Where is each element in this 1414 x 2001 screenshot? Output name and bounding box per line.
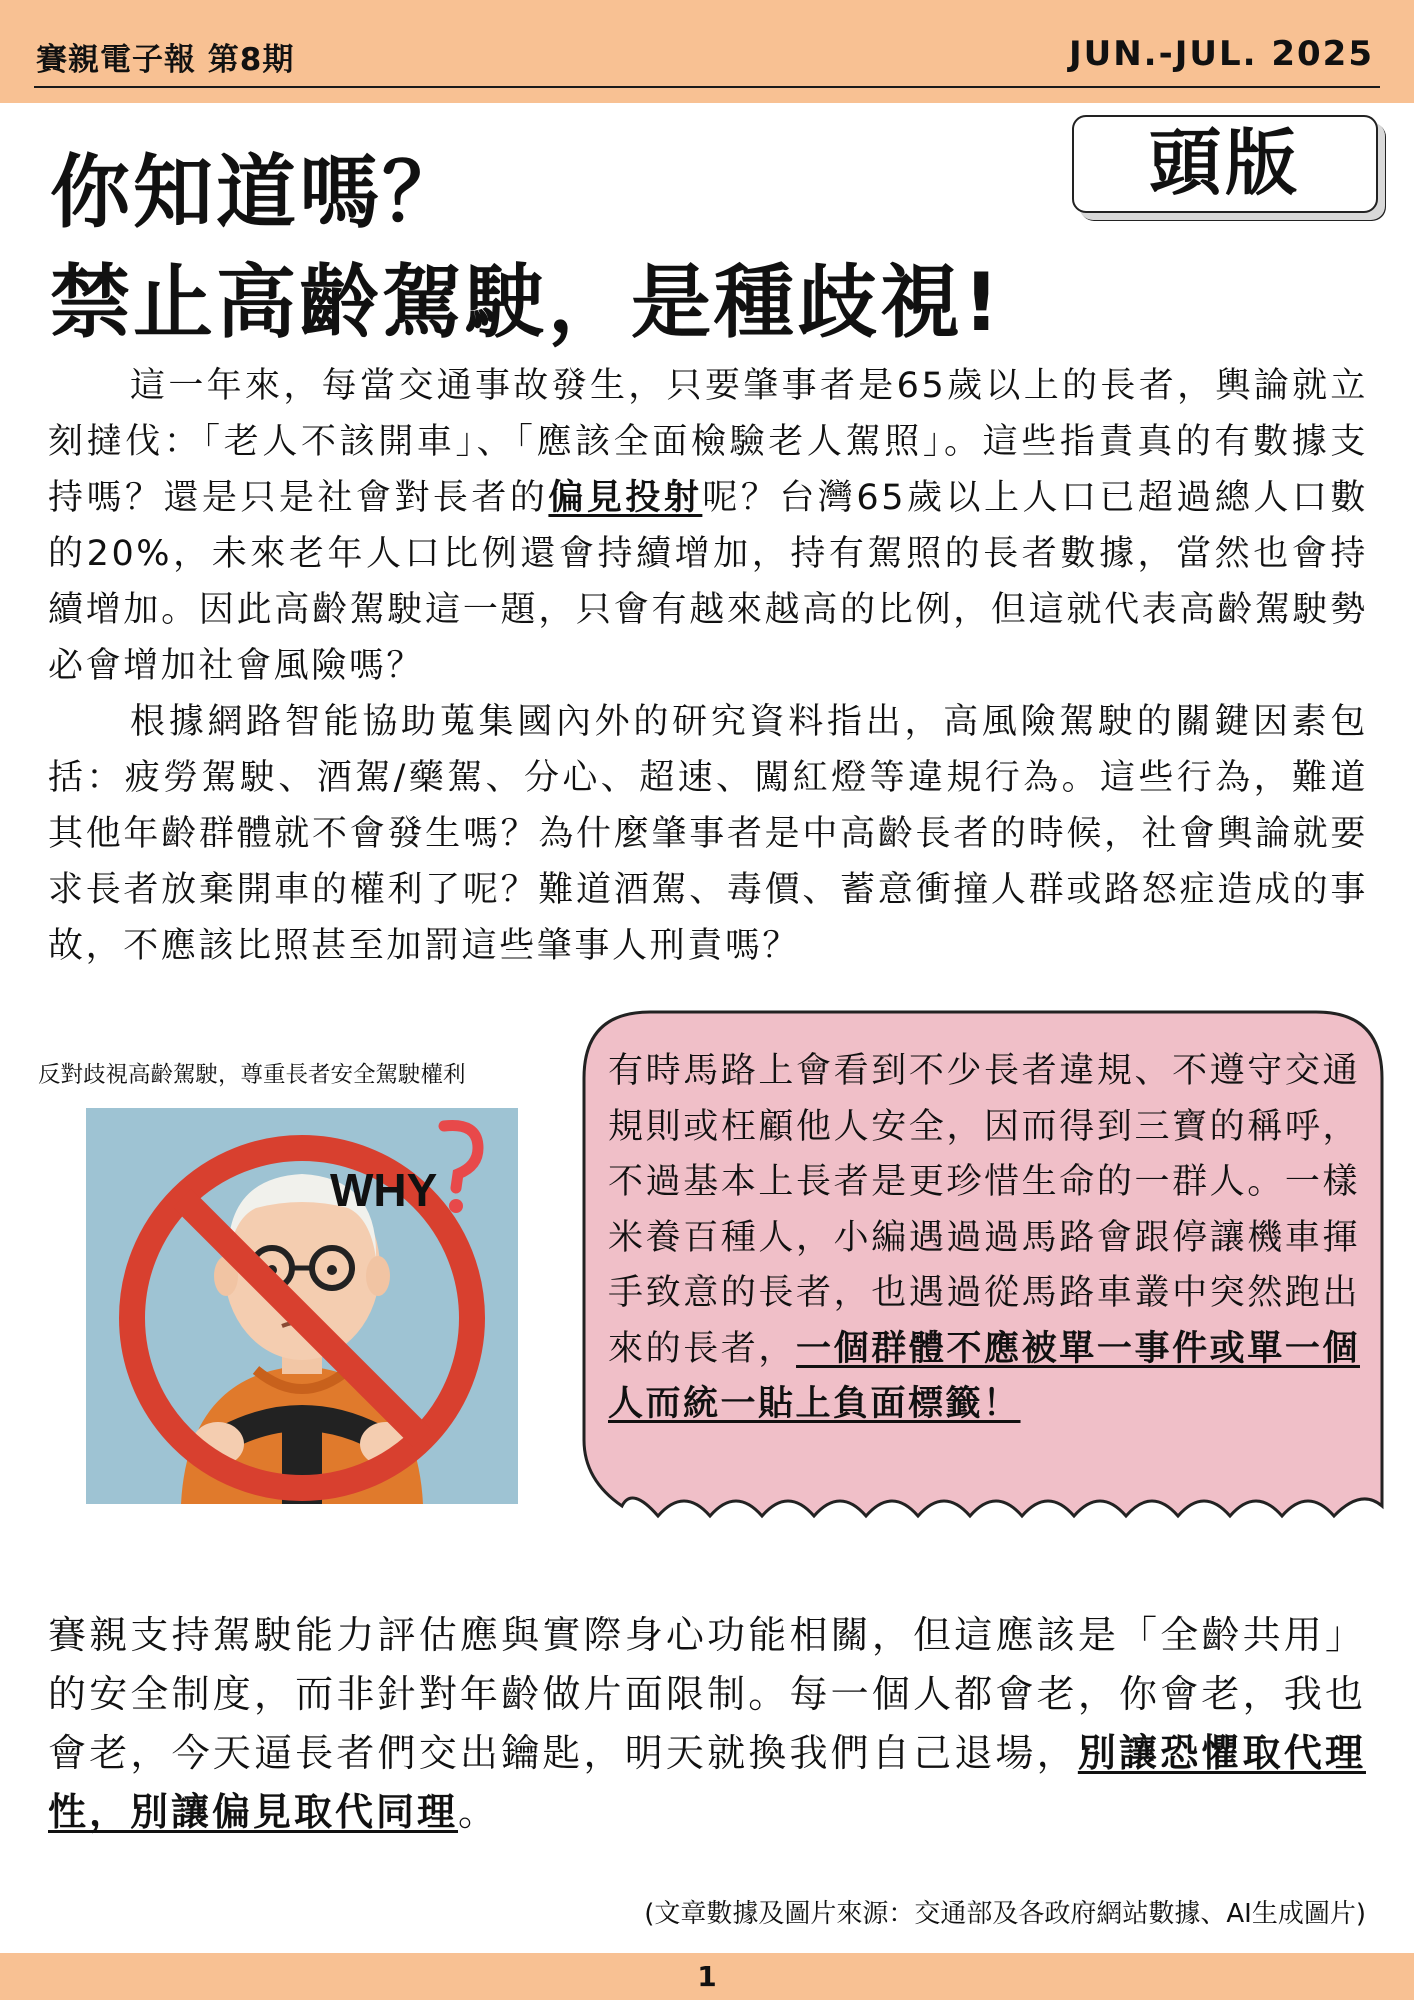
header-divider — [34, 86, 1380, 88]
newsletter-title: 賽親電子報 第8期 — [36, 42, 295, 78]
why-text: WHY — [330, 1164, 438, 1216]
closing-body: 賽親支持駕駛能力評估應與實際身心功能相關，但這應該是「全齡共用」的安全制度，而非針對年齡做片面限制。每一個人都會老，你會老，我也會老，今天逼長者們交出鑰匙，明天就換我們自己退場， — [48, 1613, 1366, 1775]
page-number: 1 — [697, 1960, 717, 1993]
callout-text — [608, 1044, 1360, 1433]
headline-line-1: 你知道嗎？ — [50, 146, 465, 239]
issue-date: JUN.-JUL. 2025 — [1068, 34, 1374, 74]
lead-paragraph-1 — [48, 358, 1368, 694]
section-badge: 頭版 — [1072, 115, 1378, 213]
lead-text: 呢？台灣65歲以上人口已超過總人口數的20%，未來老年人口比例還會持續增加，持有駕照的長者數據，當然也會持續增加。因此高齡駕駛這一題，只會有越來越高的比例，但這就代表高齡駕駛勢必會增加社會風險嗎？ — [48, 478, 1368, 686]
lead-paragraph-2: 根據網路智能協助蒐集國內外的研究資料指出，高風險駕駛的關鍵因素包括：疲勞駕駛、酒駕/藥駕、分心、超速、闖紅燈等違規行為。這些行為，難道其他年齡群體就不會發生嗎？為什麼肇事者是中高齡長者的時候，社會輿論就要求長者放棄開車的權利了呢？難道酒駕、毒價、蓄意衝撞人群或路怒症造成的事故，不應該比照甚至加罰這些肇事人刑責嗎？ — [48, 702, 1368, 966]
source-note: (文章數據及圖片來源：交通部及各政府網站數據、AI生成圖片) — [644, 1899, 1366, 1929]
closing-emphasis: 別讓恐懼取代理性，別讓偏見取代同理 — [48, 1731, 1366, 1834]
closing-paragraph — [48, 1606, 1366, 1842]
callout-emphasis: 一個群體不應被單一事件或單一個人而統一貼上負面標籤！ — [608, 1328, 1360, 1424]
figure-caption: 反對歧視高齡駕駛，尊重長者安全駕駛權利 — [38, 1062, 466, 1088]
headline — [50, 138, 1050, 358]
footer-bar — [0, 1953, 1414, 2000]
lead-text: 這一年來，每當交通事故發生，只要肇事者是65歲以上的長者，輿論就立刻撻伐：「老人不該開車」、「應該全面檢驗老人駕照」。這些指責真的有數據支持嗎？還是只是社會對長者的 — [48, 366, 1368, 518]
lead-article — [48, 358, 1368, 974]
closing-end: 。 — [458, 1790, 500, 1834]
header-bar — [0, 0, 1414, 103]
lead-emphasis: 偏見投射 — [548, 478, 703, 518]
illustration-graphic — [86, 1108, 518, 1504]
no-elderly-driving-illustration — [86, 1108, 518, 1504]
callout-body: 有時馬路上會看到不少長者違規、不遵守交通規則或枉顧他人安全，因而得到三寶的稱呼，不過基本上長者是更珍惜生命的一群人。一樣米養百種人，小編遇過過馬路會跟停讓機車揮手致意的長者，也遇過從馬路車叢中突然跑出來的長者， — [608, 1051, 1360, 1369]
headline-line-2: 禁止高齡駕駛，是種歧視! — [50, 256, 1003, 349]
